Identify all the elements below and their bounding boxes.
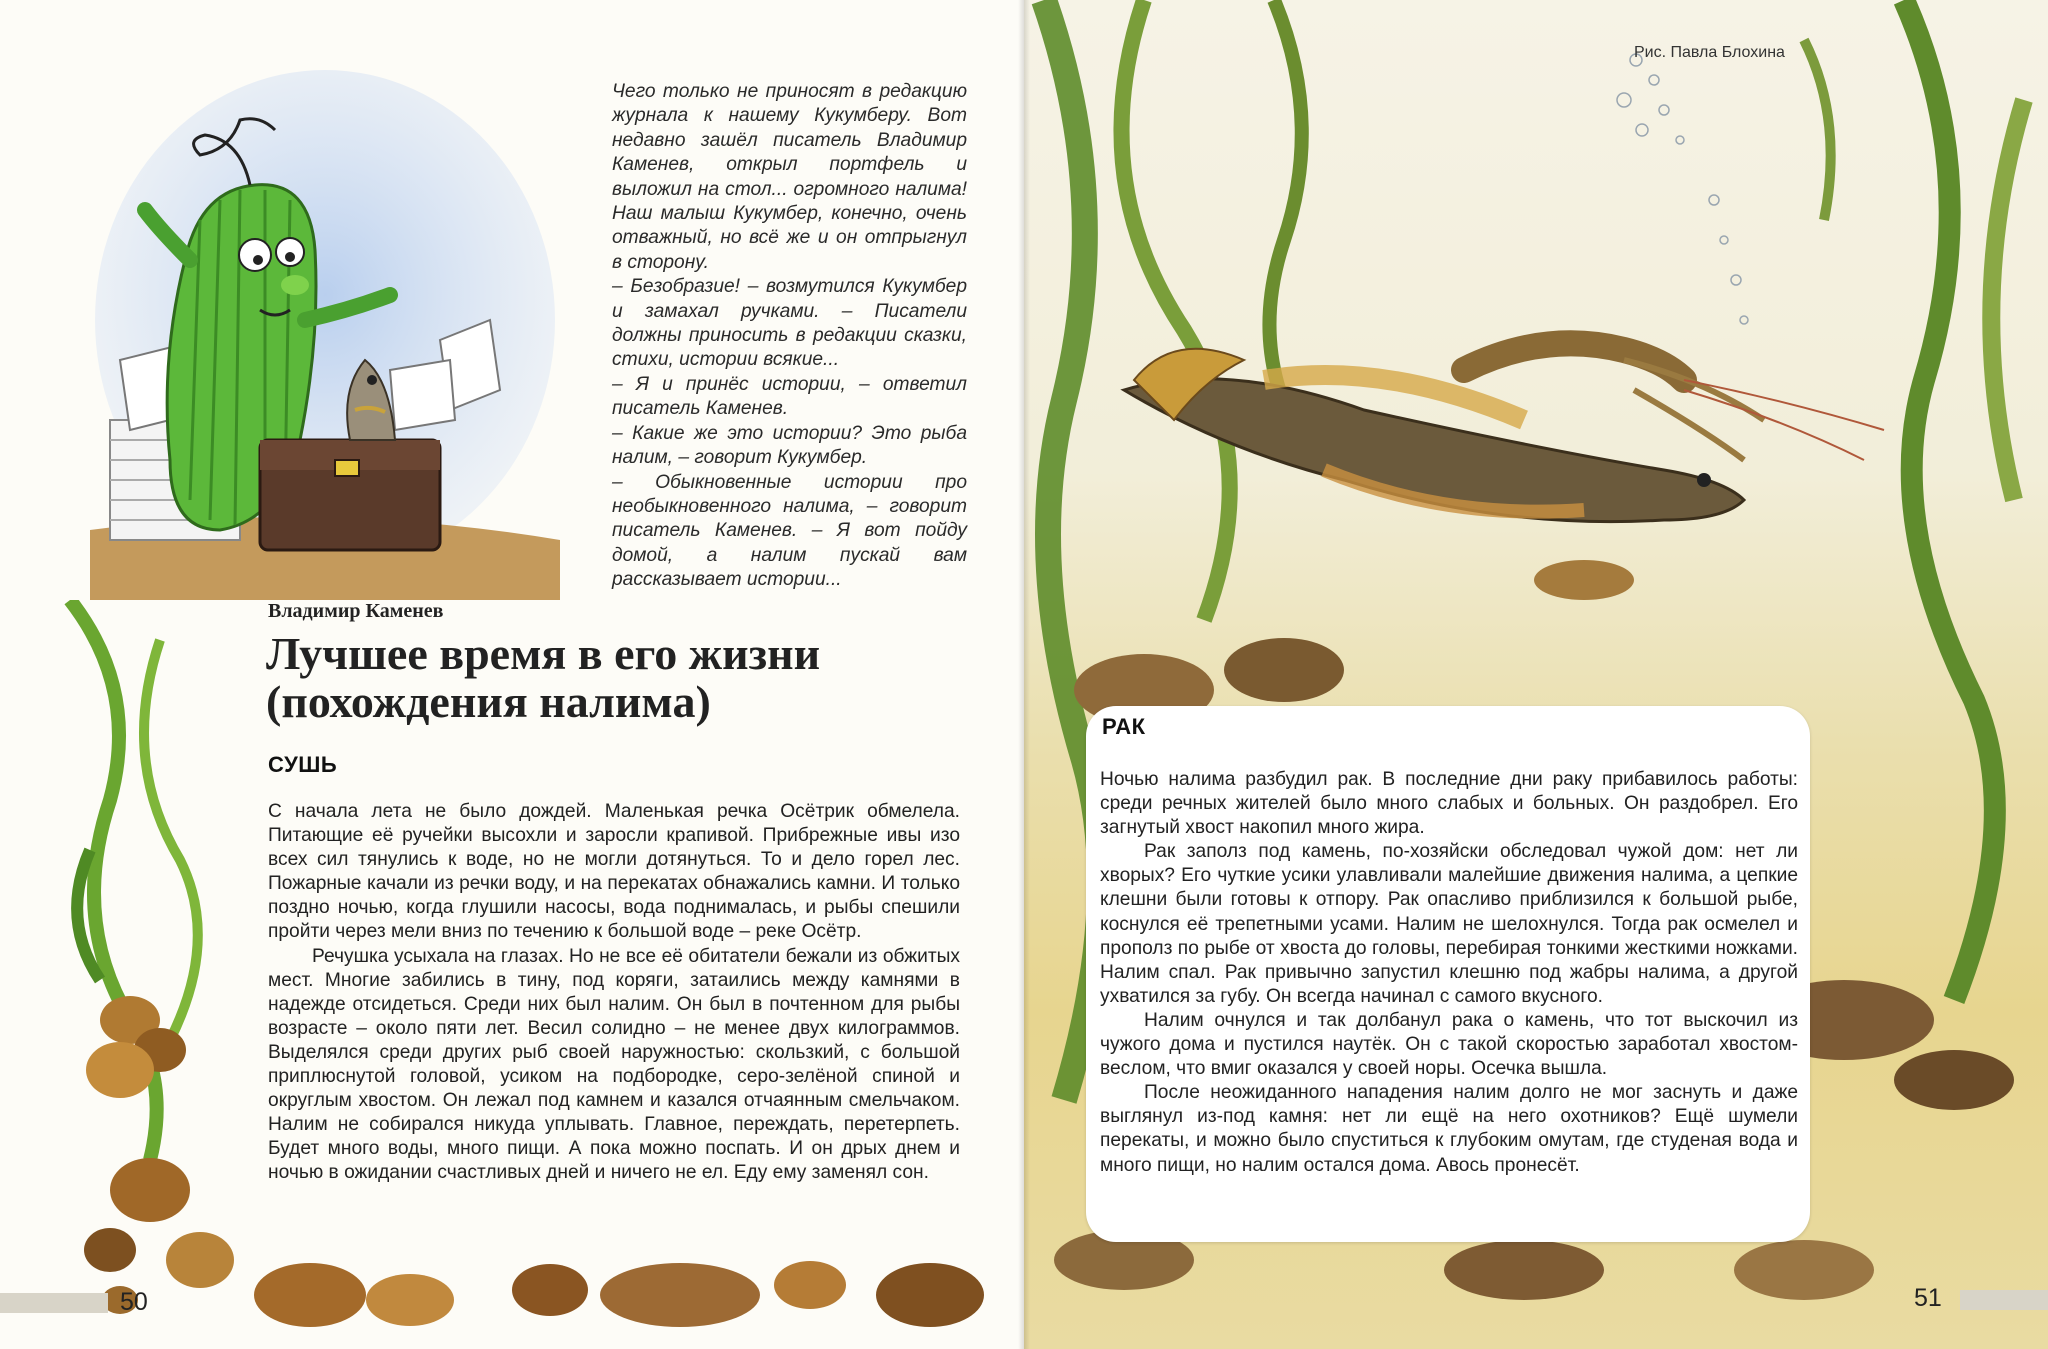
gutter-shadow [1018,0,1030,1349]
article-title [266,630,986,726]
section-heading-drought: СУШЬ [268,752,338,777]
seaweed-stones-decoration [0,600,270,1320]
illustration-credit: Рис. Павла Блохина [1634,44,1785,61]
body-paragraph: Налим очнулся и так долбанул рака о камень, что тот выскочил из чужого дома и пустился наутёк. Он с такой скоростью заработал хвостом-веслом, что вмиг оказался у своей норы. Осечка вышла. [1100,1009,1798,1080]
page-bar-left [0,1293,108,1313]
section-body-crayfish [1100,768,1798,1178]
page-number-left: 50 [120,1288,148,1316]
body-paragraph: Рак заполз под камень, по-хозяйски обследовал чужой дом: нет ли хворых? Его чуткие усики улавливали малейшие движения налима, а цепкие клешни были готовы к отпору. Рак опасливо приблизился к большой рыбе, коснулся её трепетными усами. Налим не шелохнулся. Тогда рак осмелел и прополз по рыбе от хвоста до головы, перебирая тонкими жесткими ножками. Налим спал. Рак привычно запустил клешню под жабры налима, а другой ухватился за губу. Он всегда начинал с самого вкусного. [1100,841,1798,1007]
bottom-stones-decoration [250,1240,1010,1340]
intro-text [612,80,967,593]
intro-paragraph: – Какие же это истории? Это рыба налим, – говорит Кукумбер. [612,422,967,469]
intro-paragraph: Чего только не приносят в редакцию журнала к нашему Кукумберу. Вот недавно зашёл писатель Владимир Каменев, открыл портфель и выложил на стол... огромного налима! Наш малыш Кукумбер, конечно, очень отважный, но всё же и он отпрыгнул в сторону. [612,81,967,273]
section-heading-crayfish: РАК [1102,714,1146,739]
body-paragraph: Речушка усыхала на глазах. Но не все её обитатели бежали из обжитых мест. Многие забились в тину, под коряги, затаились между камнями в надежде отсидеться. Среди них был налим. Он был в почтенном для рыбы возрасте – около пяти лет. Весил солидно – не менее двух килограммов. Выделялся среди других рыб своей наружностью: скользкий, с большой приплюснутой головой, усиком на подбородке, серо-зелёной спиной и округлым хвостом. Он лежал под камнем и казался отчаянным смельчаком. Налим не собирался никуда уплывать. Главное, переждать, перетерпеть. Будет много воды, много пищи. А пока можно поспать. И он дрых днем и ночью в ожидании счастливых дней и ничего не ел. Еду ему заменял сон. [268,945,960,1184]
author-name: Владимир Каменев [268,600,444,622]
body-paragraph: С начала лета не было дождей. Маленькая речка Осётрик обмелела. Питающие её ручейки высохли и заросли крапивой. Прибрежные ивы изо всех сил тянулись к воде, но не могли дотянуться. То и дело горел лес. Пожарные качали из речки воду, и на перекатах обнажались камни. И только поздно ночью, когда глушили насосы, вода поднималась, и рыбы спешили пройти через мели вниз по течению к большой воде – реке Осётр. [268,801,960,943]
intro-paragraph: – Я и принёс истории, – ответил писатель Каменев. [612,373,967,420]
title-line-2: (похождения налима) [266,676,711,727]
kukumber-illustration [90,60,560,600]
section-body-drought [268,800,960,1186]
page-bar-right [1960,1290,2048,1310]
intro-paragraph: – Безобразие! – возмутился Кукумбер и замахал ручками. – Писатели должны приносить в редакции сказки, стихи, истории всякие... [612,276,967,371]
title-line-1: Лучшее время в его жизни [266,628,821,679]
page-number-right: 51 [1914,1284,1942,1312]
intro-paragraph: – Обыкновенные истории про необыкновенного налима, – говорит писатель Каменев. – Я вот пойду домой, а налим пускай вам рассказывает истории... [612,471,967,591]
body-paragraph: Ночью налима разбудил рак. В последние дни раку прибавилось работы: среди речных жителей было много слабых и больных. Он раздобрел. Его загнутый хвост накопил много жира. [1100,769,1798,839]
body-paragraph: После неожиданного нападения налим долго не мог заснуть и даже выглянул из-под камня: нет ли ещё на него охотников? Ещё шумели перекаты, и можно было спуститься к глубоким омутам, где студеная вода и много пищи, но налим остался дома. Авось пронесёт. [1100,1082,1798,1176]
